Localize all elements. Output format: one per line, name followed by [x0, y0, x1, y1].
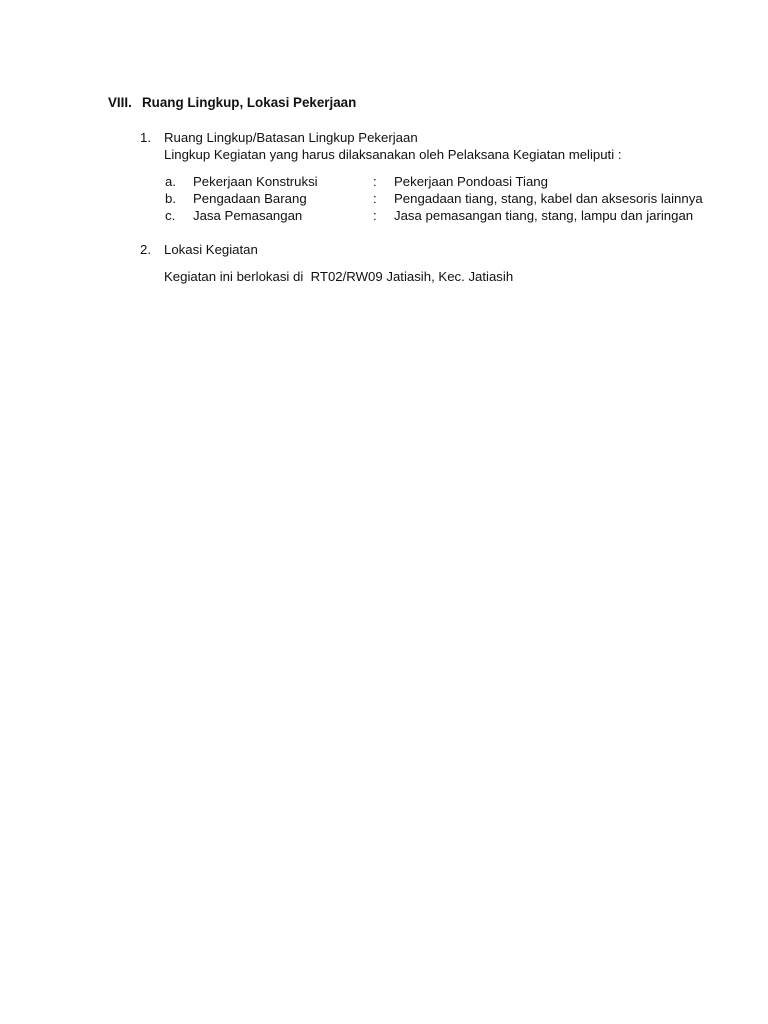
item2-title: Lokasi Kegiatan	[164, 242, 258, 257]
item2-number: 2.	[140, 242, 151, 257]
item1-title: Ruang Lingkup/Batasan Lingkup Pekerjaan	[164, 130, 418, 145]
row-c-value: Jasa pemasangan tiang, stang, lampu dan jaringan	[394, 208, 694, 223]
row-a-value: Pekerjaan Pondoasi Tiang	[394, 174, 548, 189]
row-a-label: Pekerjaan Konstruksi	[193, 174, 318, 189]
row-b-value: Pengadaan tiang, stang, kabel dan aksesoris lainnya	[394, 191, 703, 206]
item1-intro: Lingkup Kegiatan yang harus dilaksanakan oleh Pelaksana Kegiatan meliputi :	[164, 147, 622, 162]
row-b-letter: b.	[165, 191, 176, 206]
row-c-letter: c.	[165, 208, 176, 223]
item1-number: 1.	[140, 130, 151, 145]
item2-text: Kegiatan ini berlokasi di RT02/RW09 Jatiasih, Kec. Jatiasih	[164, 269, 514, 284]
section-number: VIII.	[108, 95, 132, 110]
row-b-label: Pengadaan Barang	[193, 191, 307, 206]
row-c-label: Jasa Pemasangan	[193, 208, 303, 223]
row-a-letter: a.	[165, 174, 176, 189]
row-a-separator: :	[373, 174, 377, 189]
row-b-separator: :	[373, 191, 377, 206]
row-c-separator: :	[373, 208, 377, 223]
section-title: Ruang Lingkup, Lokasi Pekerjaan	[142, 95, 357, 110]
